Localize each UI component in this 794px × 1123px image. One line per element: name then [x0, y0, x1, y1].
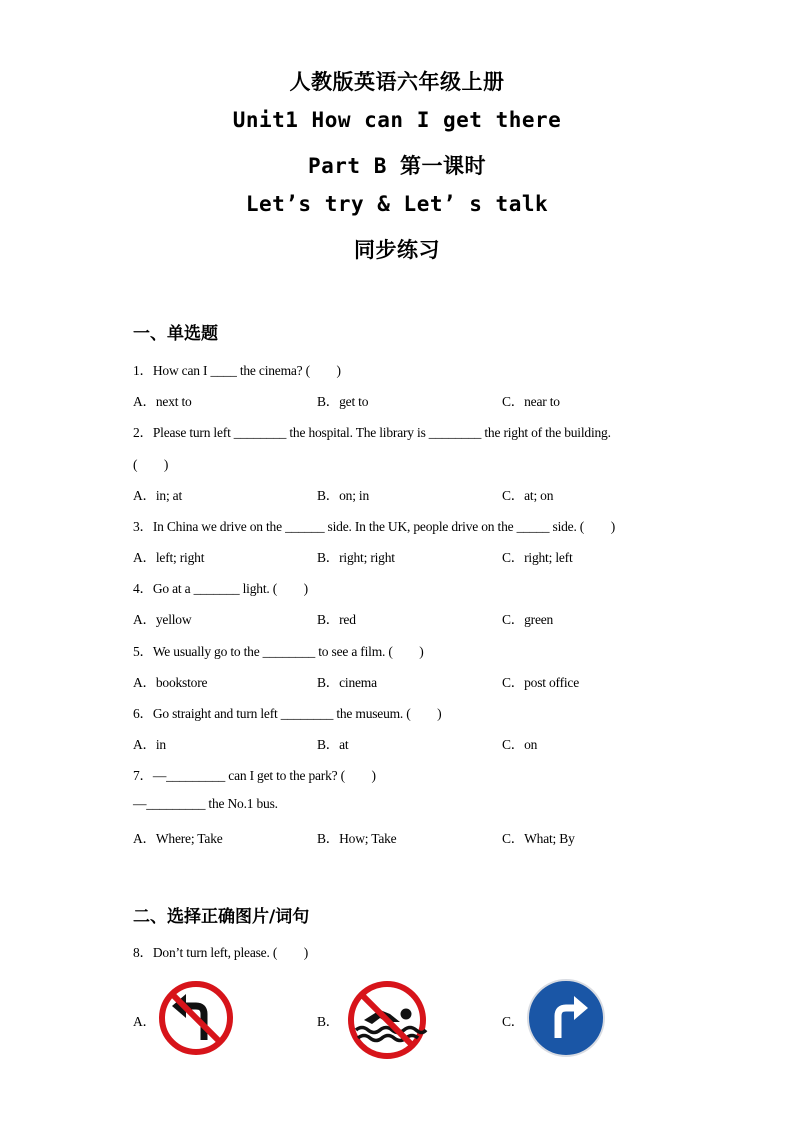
- question-4-option-c[interactable]: C．green: [502, 612, 554, 627]
- question-1-option-c[interactable]: C．near to: [502, 394, 560, 409]
- question-1-option-b[interactable]: B．get to: [317, 394, 369, 409]
- question-7-stem-cont: —_________ the No.1 bus.: [133, 796, 278, 811]
- question-2-option-b[interactable]: B．on; in: [317, 488, 370, 503]
- question-7-stem: 7．—_________ can I get to the park? ( ): [133, 768, 376, 783]
- question-8-stem: 8．Don’t turn left, please. ( ): [133, 945, 309, 960]
- question-1-option-a[interactable]: A．next to: [133, 394, 192, 409]
- question-1-stem: 1．How can I ____ the cinema? ( ): [133, 363, 341, 378]
- question-5-stem: 5．We usually go to the ________ to see a film. ( ): [133, 644, 424, 659]
- question-8-option-a-label[interactable]: A．: [133, 1014, 156, 1029]
- question-8-option-c-label[interactable]: C．: [502, 1014, 525, 1029]
- title-part: Part B 第一课时: [307, 154, 486, 178]
- question-5-option-c[interactable]: C．post office: [502, 675, 580, 690]
- question-4-option-b[interactable]: B．red: [317, 612, 356, 627]
- question-8-option-b-label[interactable]: B．: [317, 1014, 340, 1029]
- question-2-stem: 2．Please turn left ________ the hospital. The library is ________ the right of the building.: [133, 425, 611, 440]
- question-2-option-c[interactable]: C．at; on: [502, 488, 554, 503]
- question-7-option-c[interactable]: C．What; By: [502, 831, 575, 846]
- question-7-option-b[interactable]: B．How; Take: [317, 831, 397, 846]
- question-3-option-b[interactable]: B．right; right: [317, 550, 395, 565]
- question-5-option-b[interactable]: B．cinema: [317, 675, 377, 690]
- turn-right-sign-icon[interactable]: [526, 978, 606, 1063]
- no-left-turn-sign-icon[interactable]: [158, 980, 234, 1061]
- question-6-option-b[interactable]: B．at: [317, 737, 349, 752]
- section-1-heading: 一、单选题: [133, 324, 218, 344]
- question-6-option-a[interactable]: A．in: [133, 737, 166, 752]
- question-3-option-c[interactable]: C．right; left: [502, 550, 573, 565]
- question-6-stem: 6．Go straight and turn left ________ the museum. ( ): [133, 706, 442, 721]
- question-2-stem-cont: ( ): [133, 457, 169, 472]
- question-3-option-a[interactable]: A．left; right: [133, 550, 205, 565]
- no-swimming-sign-icon[interactable]: [346, 980, 428, 1065]
- question-4-stem: 4．Go at a _______ light. ( ): [133, 581, 308, 596]
- question-4-option-a[interactable]: A．yellow: [133, 612, 192, 627]
- title-practice: 同步练习: [354, 238, 440, 262]
- question-6-option-c[interactable]: C．on: [502, 737, 538, 752]
- section-2-heading: 二、选择正确图片/词句: [133, 907, 310, 927]
- question-3-stem: 3．In China we drive on the ______ side. In the UK, people drive on the _____ side. ( ): [133, 519, 616, 534]
- question-2-option-a[interactable]: A．in; at: [133, 488, 183, 503]
- title-book: 人教版英语六年级上册: [289, 70, 505, 94]
- title-lesson: Let’s try & Let’ s talk: [245, 192, 549, 216]
- title-unit: Unit1 How can I get there: [232, 108, 562, 132]
- question-5-option-a[interactable]: A．bookstore: [133, 675, 208, 690]
- question-7-option-a[interactable]: A．Where; Take: [133, 831, 223, 846]
